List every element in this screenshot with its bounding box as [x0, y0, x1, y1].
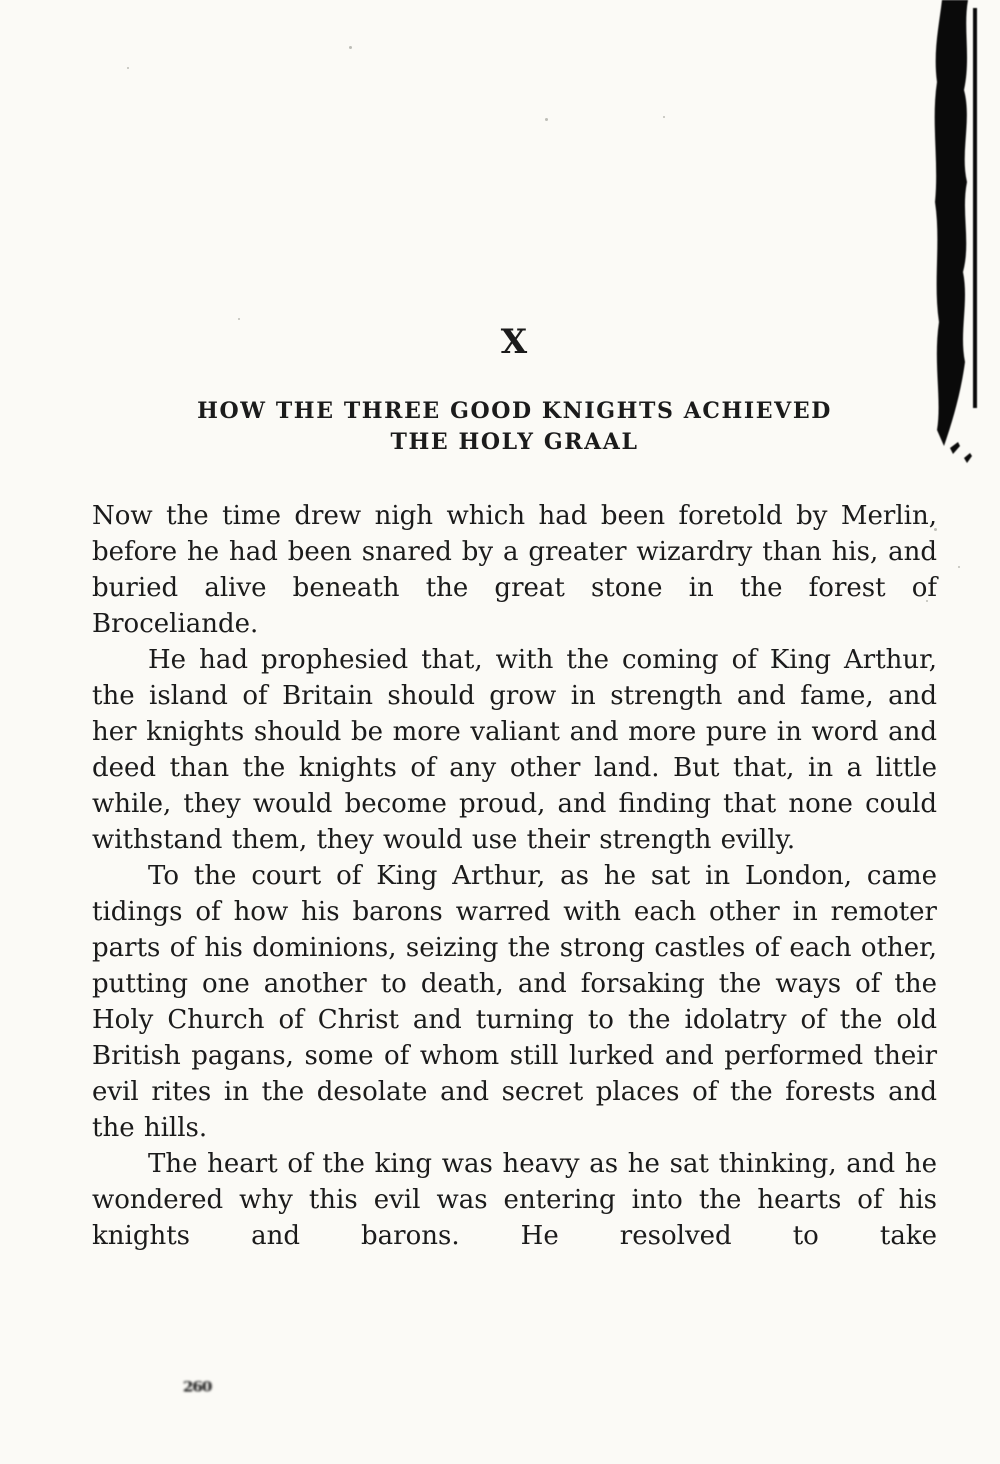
scan-speck: [127, 67, 129, 69]
scan-speck: [349, 46, 352, 49]
chapter-title-line-2: THE HOLY GRAAL: [390, 429, 639, 455]
paragraph: Now the time drew nigh which had been foretold by Merlin, before he had been snared by a greater wizardry than his, and buried alive beneath the great stone in the forest of Broceliande.: [92, 501, 937, 639]
page-number: 260: [183, 1378, 212, 1396]
paragraph: He had prophesied that, with the coming of King Arthur, the island of Britain should grow in strength and fame, and her knights should be more valiant and more pure in word and deed than the knights of any other land. But that, in a little while, they would become proud, and finding that none could withstand them, they would use their strength evilly.: [92, 645, 937, 855]
chapter-title-line-1: HOW THE THREE GOOD KNIGHTS ACHIEVED: [197, 398, 832, 424]
body-text: [92, 498, 937, 1254]
chapter-title: [92, 396, 937, 458]
scan-speck: [238, 318, 240, 320]
paragraph: The heart of the king was heavy as he sat thinking, and he wondered why this evil was entering into the hearts of his knights and barons. He resolved to take: [92, 1149, 937, 1251]
scan-speck: [958, 566, 960, 568]
chapter-number: X: [500, 322, 529, 362]
scan-speck: [545, 118, 548, 121]
page-content: [92, 322, 937, 1254]
scan-speck: [663, 116, 665, 118]
paragraph: To the court of King Arthur, as he sat in London, came tidings of how his barons warred with each other in remoter parts of his dominions, seizing the strong castles of each other, putting one another to death, and forsaking the ways of the Holy Church of Christ and turning to the idolatry of the old British pagans, some of whom still lurked and performed their evil rites in the desolate and secret places of the forests and the hills.: [92, 861, 937, 1143]
